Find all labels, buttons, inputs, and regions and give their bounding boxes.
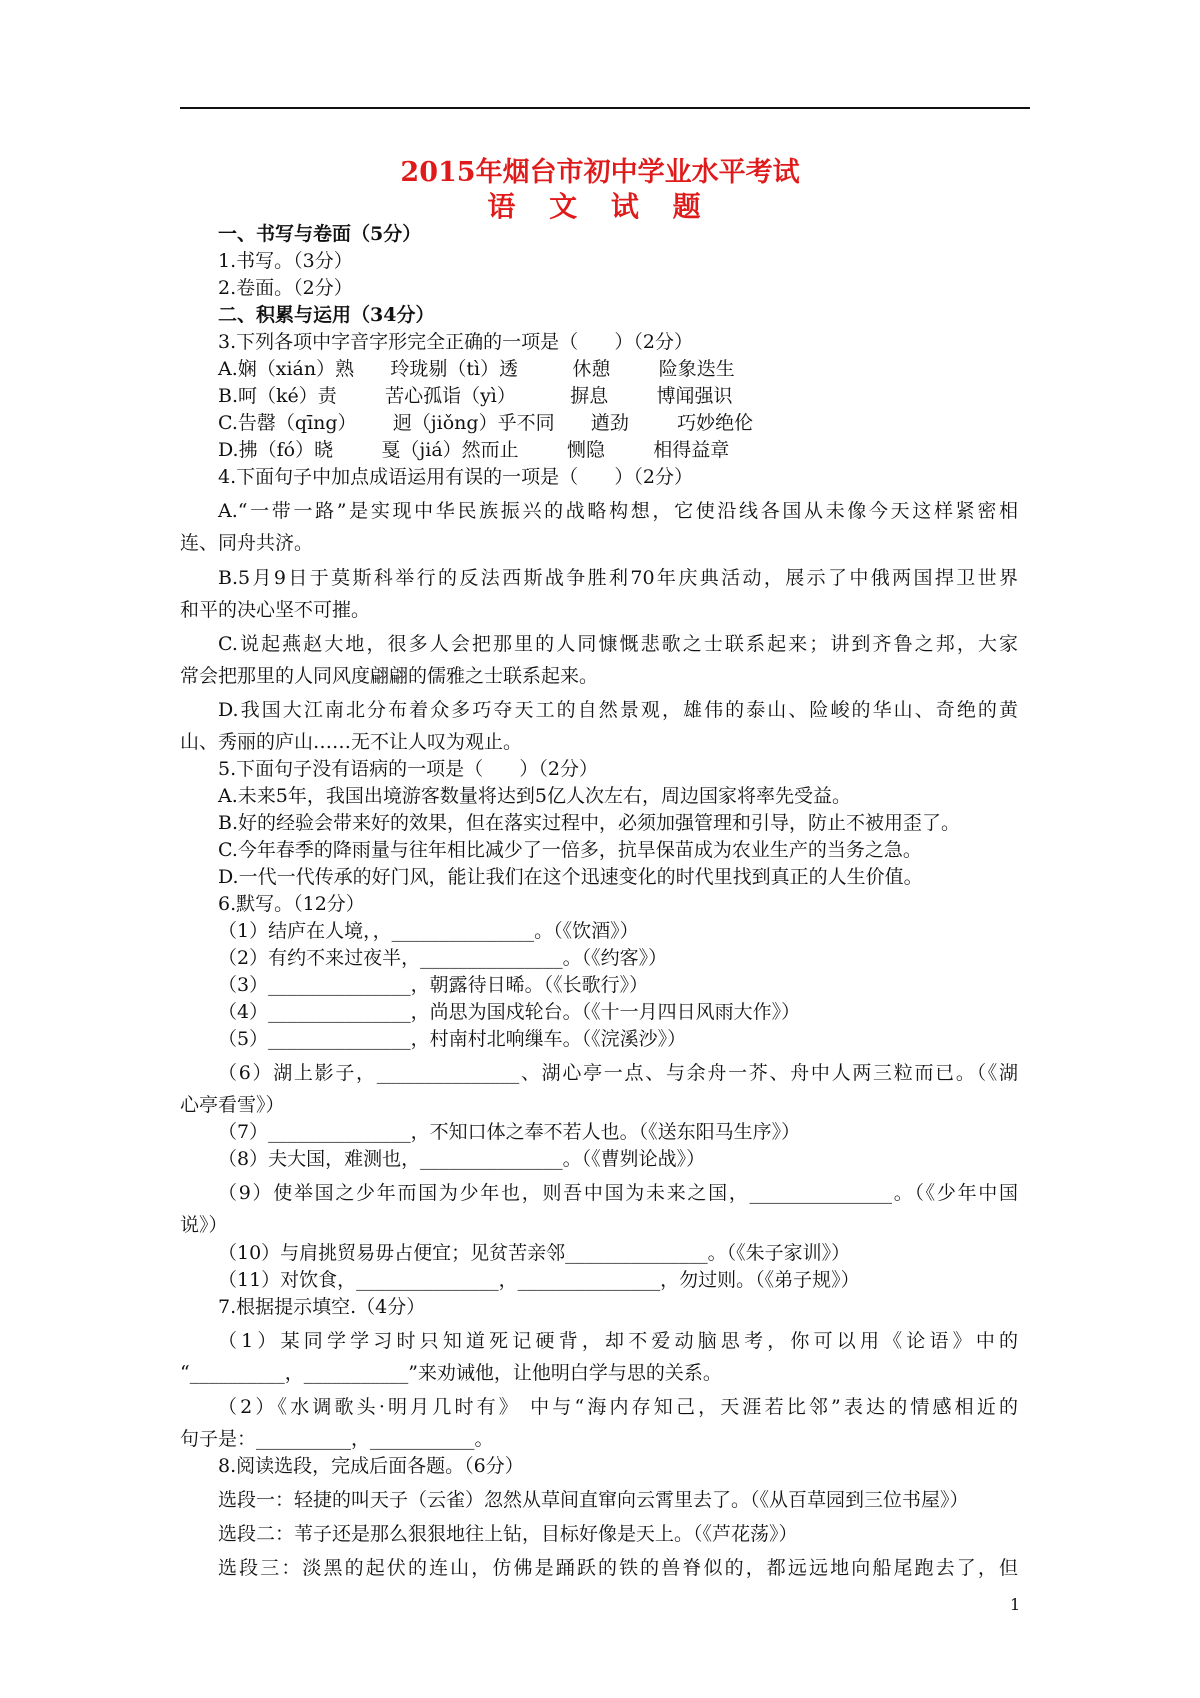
text-line-43: 8.阅读选段，完成后面各题。（6分） bbox=[218, 1455, 524, 1477]
text-line-30: （6）湖上影子，_______________、湖心亭一点、与余舟一芥、舟中人两三粒而已。（《湖 bbox=[218, 1062, 1018, 1084]
text-line-40: “__________，___________”来劝诫他，让他明白学与思的关系。 bbox=[180, 1362, 722, 1384]
text-line-17: D.我国大江南北分布着众多巧夺天工的自然景观，雄伟的泰山、险峻的华山、奇绝的黄 bbox=[218, 699, 1018, 721]
text-line-15: C.说起燕赵大地，很多人会把那里的人同慷慨悲歌之士联系起来；讲到齐鲁之邦，大家 bbox=[218, 633, 1018, 655]
text-line-20: A.未来5年，我国出境游客数量将达到5亿人次左右，周边国家将率先受益。 bbox=[218, 785, 851, 807]
text-line-3: 2.卷面。（2分） bbox=[218, 277, 353, 299]
text-line-31: 心亭看雪》） bbox=[180, 1094, 285, 1116]
text-line-7: B.呵（ké）责 苦心孤诣（yì） 摒息 博闻强识 bbox=[218, 385, 733, 407]
text-line-14: 和平的决心坚不可摧。 bbox=[180, 599, 371, 621]
text-line-9: D.拂（fó）晓 戛（jiá）然而止 恻隐 相得益章 bbox=[218, 439, 730, 461]
text-line-44: 选段一：轻捷的叫天子（云雀）忽然从草间直窜向云霄里去了。（《从百草园到三位书屋》） bbox=[218, 1489, 969, 1511]
text-line-27: （3）_______________，朝露待日晞。（《长歌行》） bbox=[218, 974, 649, 996]
text-line-19: 5.下面句子没有语病的一项是（ ）（2分） bbox=[218, 758, 598, 780]
text-line-32: （7）_______________，不知口体之奉不若人也。（《送东阳马生序》） bbox=[218, 1121, 801, 1143]
text-line-36: （10）与肩挑贸易毋占便宜；见贫苦亲邻_______________。（《朱子家训》） bbox=[218, 1242, 851, 1264]
text-line-46: 选段三：淡黑的起伏的连山，仿佛是踊跃的铁的兽脊似的，都远远地向船尾跑去了，但 bbox=[218, 1557, 1018, 1579]
text-line-41: （2）《水调歌头·明月几时有》 中与“海内存知己，天涯若比邻”表达的情感相近的 bbox=[218, 1396, 1018, 1418]
text-line-45: 选段二：苇子还是那么狠狠地往上钻，目标好像是天上。（《芦花荡》） bbox=[218, 1523, 798, 1545]
text-line-28: （4）_______________，尚思为国戍轮台。（《十一月四日风雨大作》） bbox=[218, 1001, 801, 1023]
text-line-6: A.娴（xián）熟 玲珑剔（tì）透 休憩 险象迭生 bbox=[218, 358, 735, 380]
page-number: 1 bbox=[1010, 1595, 1021, 1614]
text-line-29: （5）_______________，村南村北响缫车。（《浣溪沙》） bbox=[218, 1028, 687, 1050]
text-line-25: （1）结庐在人境，，_______________。（《饮酒》） bbox=[218, 920, 639, 942]
text-line-34: （9）使举国之少年而国为少年也，则吾中国为未来之国，_______________。（《少年中国 bbox=[218, 1182, 1018, 1204]
text-line-42: 句子是：__________，___________。 bbox=[180, 1428, 494, 1450]
exam-title: 2015年烟台市初中学业水平考试 bbox=[400, 157, 800, 188]
text-line-33: （8）夫大国，难测也，_______________。（《曹刿论战》） bbox=[218, 1148, 706, 1170]
text-line-11: A.“一带一路”是实现中华民族振兴的战略构想，它使沿线各国从未像今天这样紧密相 bbox=[218, 500, 1018, 522]
text-line-1: 一、书写与卷面（5分） bbox=[218, 223, 422, 245]
subject-title: 语 文 试 题 bbox=[487, 190, 713, 223]
text-line-8: C.告罄（qīng） 迥（jiǒng）乎不同 遒劲 巧妙绝伦 bbox=[218, 412, 754, 434]
text-line-4: 二、积累与运用（34分） bbox=[218, 304, 435, 326]
text-line-39: （1）某同学学习时只知道死记硬背，却不爱动脑思考，你可以用《论语》中的 bbox=[218, 1330, 1018, 1352]
text-line-37: （11）对饮食，_______________，_______________，勿过则。（《弟子规》） bbox=[218, 1269, 860, 1291]
text-line-21: B.好的经验会带来好的效果，但在落实过程中，必须加强管理和引导，防止不被用歪了。 bbox=[218, 812, 961, 834]
text-line-23: D.一代一代传承的好门风，能让我们在这个迅速变化的时代里找到真正的人生价值。 bbox=[218, 866, 923, 888]
text-line-26: （2）有约不来过夜半，_______________。（《约客》） bbox=[218, 947, 668, 969]
text-line-5: 3.下列各项中字音字形完全正确的一项是（ ）（2分） bbox=[218, 331, 693, 353]
text-line-18: 山、秀丽的庐山……无不让人叹为观止。 bbox=[180, 731, 523, 753]
text-line-38: 7.根据提示填空.（4分） bbox=[218, 1296, 426, 1318]
text-line-35: 说》） bbox=[180, 1214, 228, 1236]
text-line-13: B.5月9日于莫斯科举行的反法西斯战争胜利70年庆典活动，展示了中俄两国捍卫世界 bbox=[218, 567, 1018, 589]
text-line-10: 4.下面句子中加点成语运用有误的一项是（ ）（2分） bbox=[218, 466, 693, 488]
text-line-2: 1.书写。（3分） bbox=[218, 250, 353, 272]
text-line-12: 连、同舟共济。 bbox=[180, 532, 314, 554]
text-line-24: 6.默写。（12分） bbox=[218, 893, 365, 915]
text-line-22: C.今年春季的降雨量与往年相比减少了一倍多，抗旱保苗成为农业生产的当务之急。 bbox=[218, 839, 922, 861]
text-line-16: 常会把那里的人同风度翩翩的儒雅之士联系起来。 bbox=[180, 665, 599, 687]
